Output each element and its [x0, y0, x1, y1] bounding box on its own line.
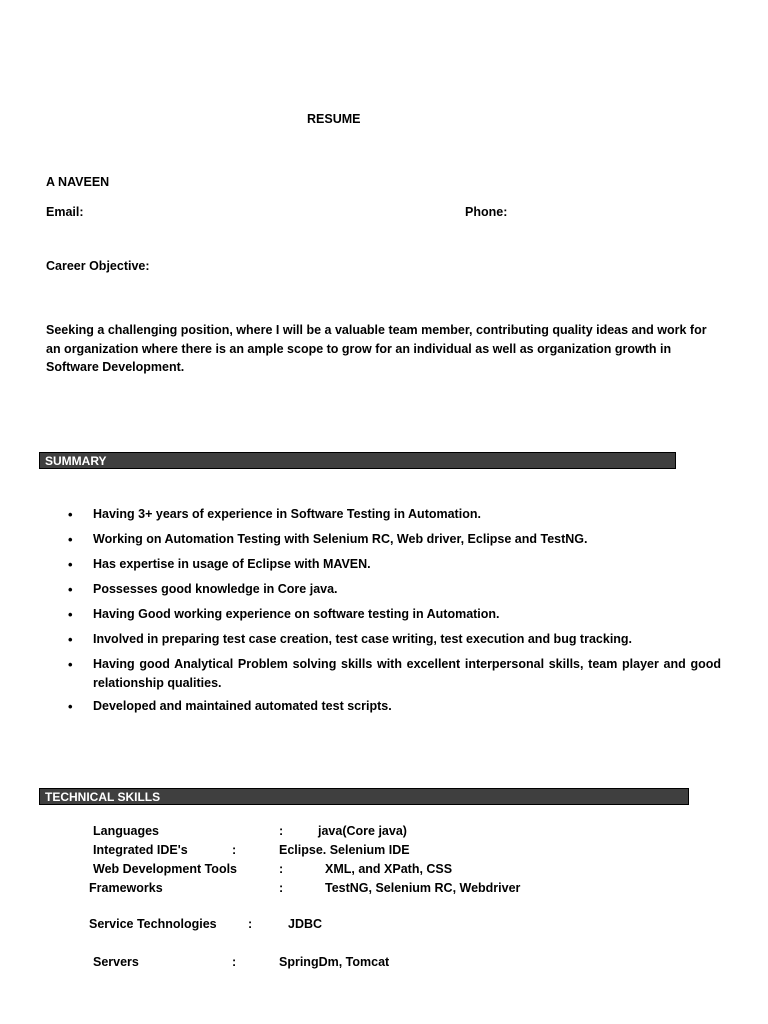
- skill-separator: :: [232, 843, 237, 857]
- document-title: RESUME: [307, 112, 361, 126]
- bullet-icon: •: [68, 607, 73, 622]
- skill-separator: :: [248, 917, 253, 931]
- skill-separator: :: [279, 824, 284, 838]
- technical-skills-heading: TECHNICAL SKILLS: [39, 788, 689, 805]
- list-item: [68, 555, 721, 574]
- bullet-icon: •: [68, 657, 73, 672]
- skill-value-service-tech: JDBC: [288, 917, 323, 931]
- bullet-icon: •: [68, 557, 73, 572]
- skill-value-ide: Eclipse. Selenium IDE: [279, 843, 410, 857]
- candidate-name: A NAVEEN: [46, 175, 110, 189]
- summary-item-text: Possesses good knowledge in Core java.: [93, 582, 338, 596]
- summary-item-text: Has expertise in usage of Eclipse with MAVEN.: [93, 557, 371, 571]
- bullet-icon: •: [68, 532, 73, 547]
- bullet-icon: •: [68, 699, 73, 714]
- summary-item-text: Having 3+ years of experience in Software Testing in Automation.: [93, 507, 481, 521]
- list-item: [68, 505, 721, 524]
- skill-label-servers: Servers: [93, 955, 139, 969]
- skill-label-ide: Integrated IDE's: [93, 843, 188, 857]
- career-objective-text: Seeking a challenging position, where I will be a valuable team member, contributing quality ideas and work for an organization where there is an ample scope to grow for an individual as well as organization growth in Software Development.: [46, 323, 707, 374]
- summary-item-text: Developed and maintained automated test scripts.: [93, 699, 392, 713]
- summary-item-text: Having Good working experience on software testing in Automation.: [93, 607, 500, 621]
- bullet-icon: •: [68, 507, 73, 522]
- list-item: [68, 605, 721, 624]
- skill-label-service-tech: Service Technologies: [89, 917, 217, 931]
- skill-value-languages: java(Core java): [318, 824, 407, 838]
- summary-item-text: Having good Analytical Problem solving skills with excellent interpersonal skills, team player and good relationship qualities.: [93, 657, 721, 690]
- skill-separator: :: [279, 862, 284, 876]
- list-item: [68, 530, 721, 549]
- skill-value-web-tools: XML, and XPath, CSS: [325, 862, 453, 876]
- summary-item-text: Involved in preparing test case creation, test case writing, test execution and bug tracking.: [93, 632, 633, 646]
- email-label: Email:: [46, 205, 84, 219]
- career-objective-label: Career Objective:: [46, 259, 150, 273]
- skill-label-frameworks: Frameworks: [89, 881, 163, 895]
- skill-label-web-tools: Web Development Tools: [93, 862, 238, 876]
- skill-separator: :: [279, 881, 284, 895]
- skill-separator: :: [232, 955, 237, 969]
- list-item: [68, 697, 721, 716]
- bullet-icon: •: [68, 582, 73, 597]
- summary-item-text: Working on Automation Testing with Selenium RC, Web driver, Eclipse and TestNG.: [93, 532, 588, 546]
- skill-label-languages: Languages: [93, 824, 159, 838]
- summary-heading: SUMMARY: [39, 452, 676, 469]
- skill-value-frameworks: TestNG, Selenium RC, Webdriver: [325, 881, 521, 895]
- phone-label: Phone:: [465, 205, 508, 219]
- bullet-icon: •: [68, 632, 73, 647]
- list-item: [68, 655, 721, 693]
- list-item: [68, 580, 721, 599]
- summary-list: [68, 505, 721, 716]
- skill-value-servers: SpringDm, Tomcat: [279, 955, 390, 969]
- list-item: [68, 630, 721, 649]
